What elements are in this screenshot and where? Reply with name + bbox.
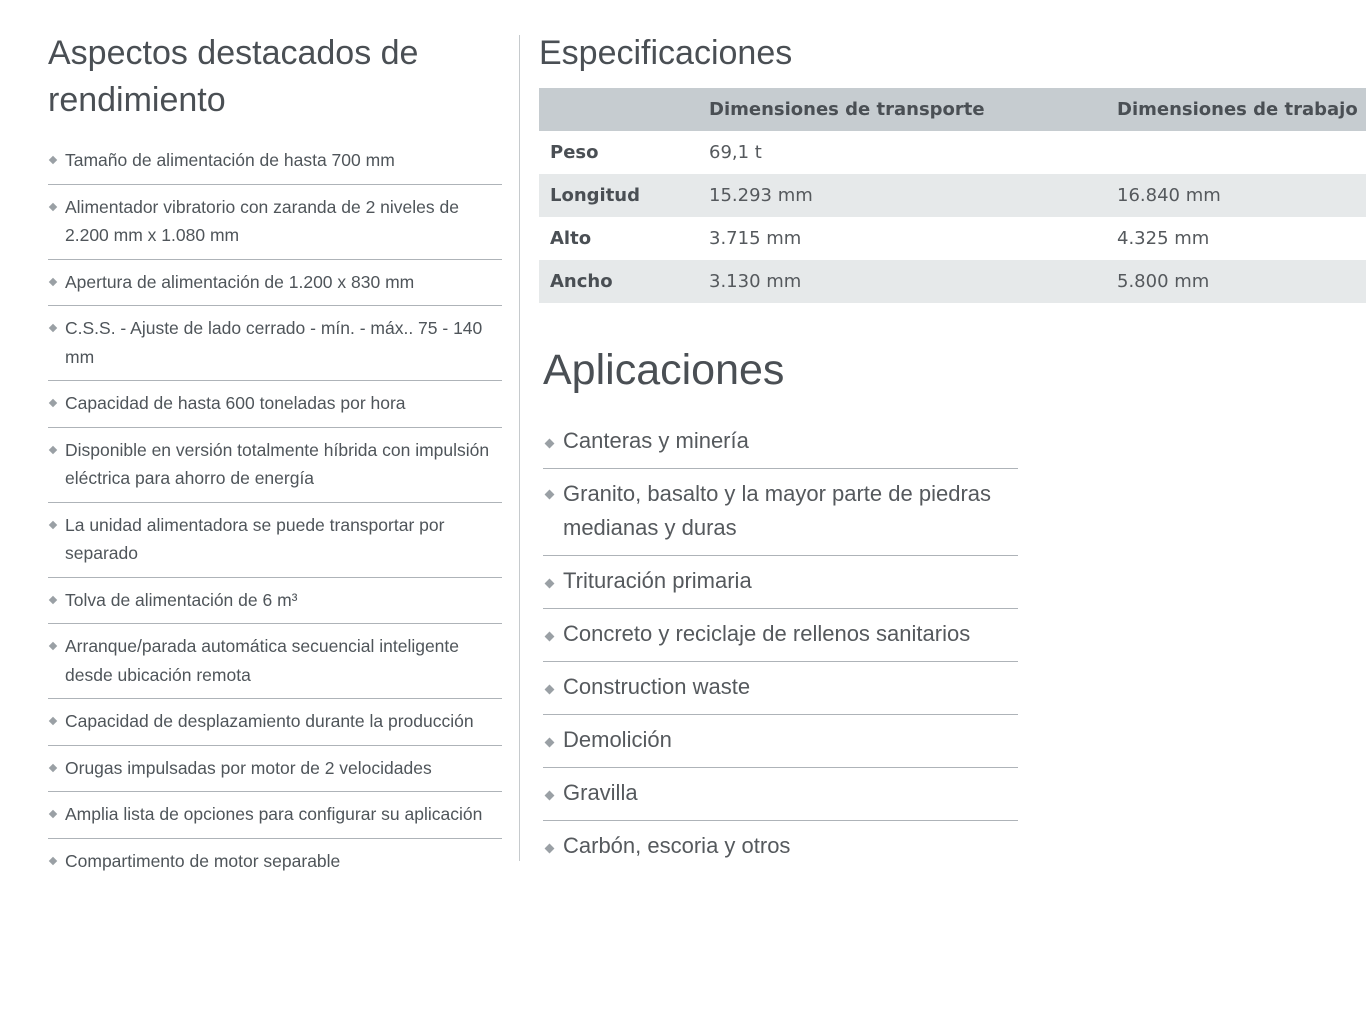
working-value: 5.800 mm: [1106, 260, 1366, 303]
list-item: Arranque/parada automática secuencial inteligente desde ubicación remota: [48, 624, 502, 699]
applications-section: [543, 340, 1018, 873]
list-item: Disponible en versión totalmente híbrida con impulsión eléctrica para ahorro de energía: [48, 428, 502, 503]
list-item: La unidad alimentadora se puede transportar por separado: [48, 503, 502, 578]
working-value: 16.840 mm: [1106, 174, 1366, 217]
list-item: Concreto y reciclaje de rellenos sanitarios: [543, 609, 1018, 662]
list-item: Gravilla: [543, 768, 1018, 821]
column-divider: [519, 35, 520, 861]
diamond-bullet-icon: [49, 642, 57, 650]
transport-value: 69,1 t: [709, 142, 762, 163]
specs-title: Especificaciones: [539, 34, 793, 72]
diamond-bullet-icon: [545, 791, 555, 801]
list-item: Tolva de alimentación de 6 m³: [48, 578, 502, 625]
list-item: Apertura de alimentación de 1.200 x 830 mm: [48, 260, 502, 307]
list-item: Alimentador vibratorio con zaranda de 2 niveles de 2.200 mm x 1.080 mm: [48, 185, 502, 260]
diamond-bullet-icon: [49, 202, 57, 210]
diamond-bullet-icon: [49, 595, 57, 603]
diamond-bullet-icon: [49, 156, 57, 164]
working-value: [1106, 131, 1366, 174]
diamond-bullet-icon: [49, 810, 57, 818]
highlights-section: [48, 30, 502, 884]
table-row: [539, 217, 1366, 260]
diamond-bullet-icon: [49, 445, 57, 453]
diamond-bullet-icon: [49, 717, 57, 725]
specs-table: [539, 88, 1366, 303]
row-label: Longitud: [539, 174, 698, 217]
list-item: Orugas impulsadas por motor de 2 velocidades: [48, 746, 502, 793]
list-item: Tamaño de alimentación de hasta 700 mm: [48, 138, 502, 185]
applications-list: [543, 416, 1018, 873]
transport-value: 15.293 mm: [698, 174, 1106, 217]
list-item: Compartimento de motor separable: [48, 839, 502, 885]
applications-title: Aplicaciones: [543, 346, 785, 394]
list-item: Carbón, escoria y otros: [543, 821, 1018, 873]
diamond-bullet-icon: [545, 490, 555, 500]
column-header: [539, 88, 698, 131]
diamond-bullet-icon: [545, 685, 555, 695]
list-item: C.S.S. - Ajuste de lado cerrado - mín. - máx.. 75 - 140 mm: [48, 306, 502, 381]
column-header-transport: Dimensiones de transporte: [698, 88, 1106, 131]
column-header-working: Dimensiones de trabajo: [1106, 88, 1366, 131]
diamond-bullet-icon: [545, 439, 555, 449]
transport-value: 3.130 mm: [698, 260, 1106, 303]
row-label: Ancho: [539, 260, 698, 303]
diamond-bullet-icon: [49, 399, 57, 407]
table-row: [539, 174, 1366, 217]
table-row: [539, 131, 1366, 174]
diamond-bullet-icon: [545, 844, 555, 854]
list-item: Granito, basalto y la mayor parte de piedras medianas y duras: [543, 469, 1018, 556]
diamond-bullet-icon: [49, 324, 57, 332]
diamond-bullet-icon: [49, 520, 57, 528]
list-item: Capacidad de desplazamiento durante la producción: [48, 699, 502, 746]
table-row: [539, 260, 1366, 303]
row-label: Alto: [550, 228, 592, 249]
diamond-bullet-icon: [49, 763, 57, 771]
list-item: Amplia lista de opciones para configurar su aplicación: [48, 792, 502, 839]
diamond-bullet-icon: [49, 856, 57, 864]
list-item: Demolición: [543, 715, 1018, 768]
specs-section: [539, 30, 1366, 303]
row-label: Peso: [550, 142, 599, 163]
diamond-bullet-icon: [49, 277, 57, 285]
diamond-bullet-icon: [545, 738, 555, 748]
diamond-bullet-icon: [545, 632, 555, 642]
working-value: 4.325 mm: [1117, 228, 1210, 249]
diamond-bullet-icon: [545, 579, 555, 589]
highlights-list: [48, 138, 502, 884]
list-item: Canteras y minería: [543, 416, 1018, 469]
list-item: Capacidad de hasta 600 toneladas por hora: [48, 381, 502, 428]
list-item: Trituración primaria: [543, 556, 1018, 609]
list-item: Construction waste: [543, 662, 1018, 715]
transport-value: 3.715 mm: [709, 228, 802, 249]
table-header-row: [539, 88, 1366, 131]
highlights-title: Aspectos destacados de rendimiento: [48, 34, 419, 119]
